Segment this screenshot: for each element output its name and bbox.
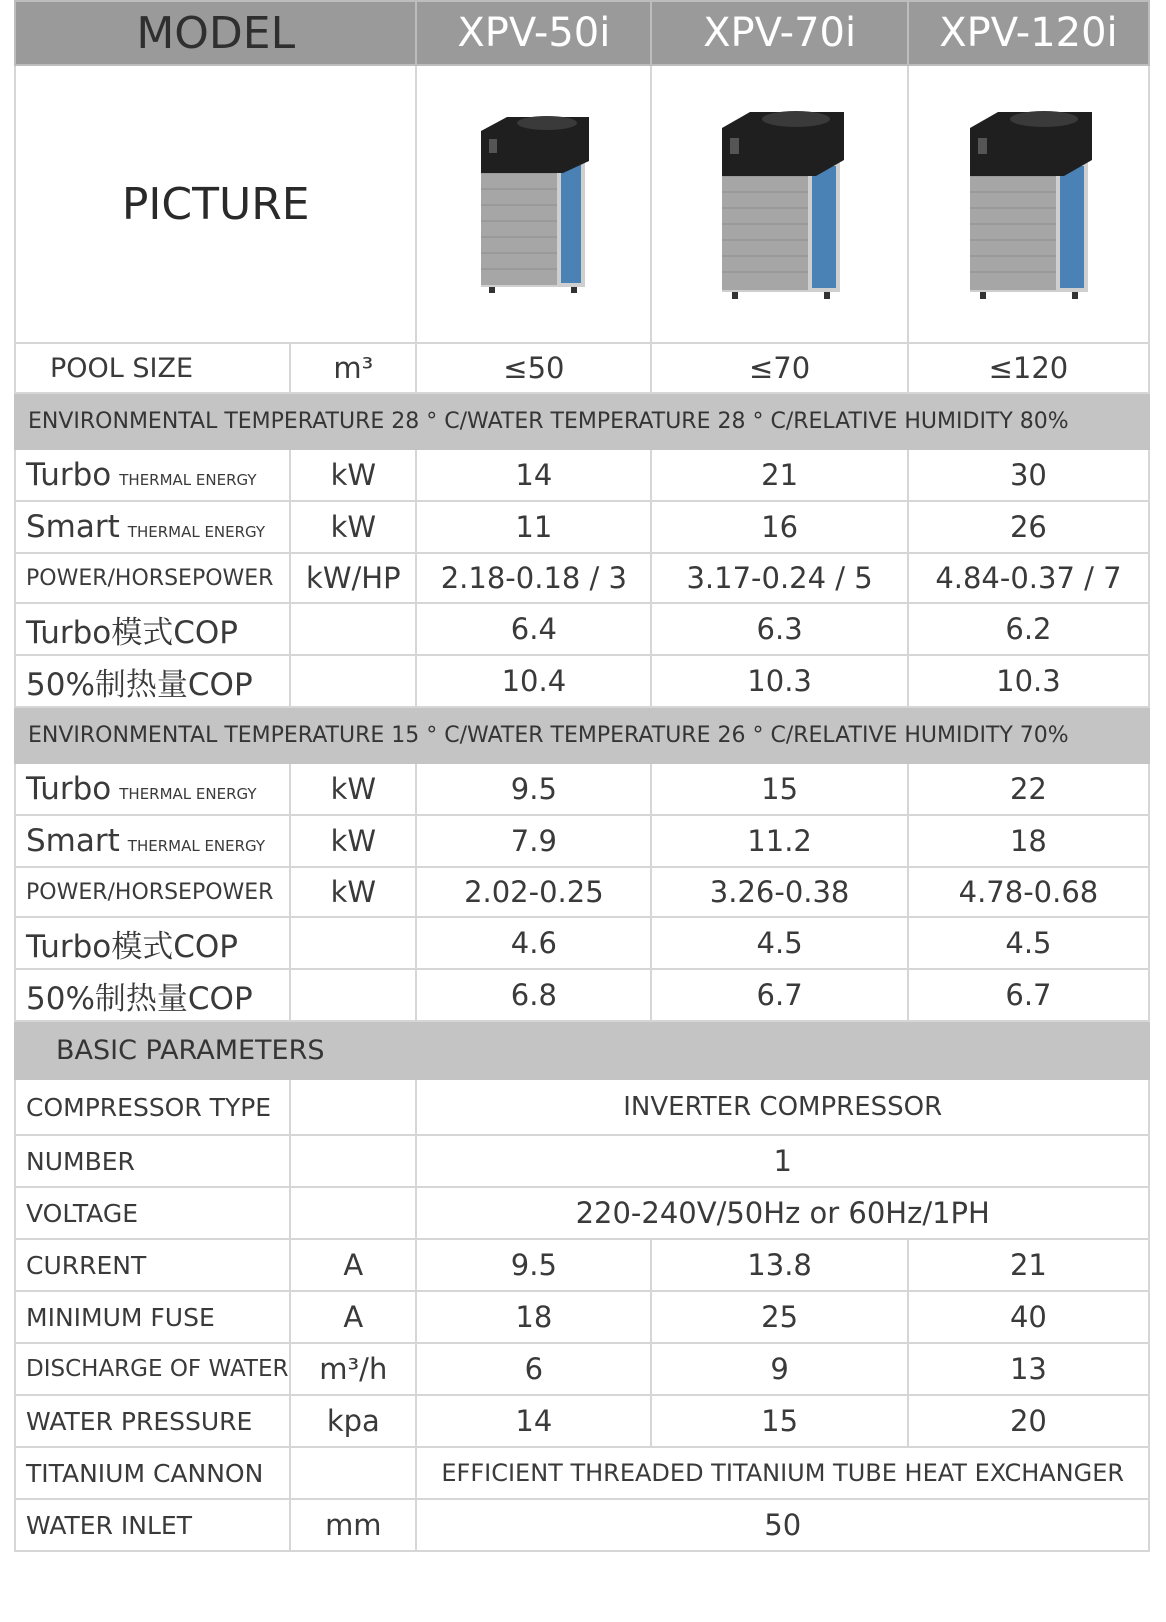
row-label: POOL SIZE [15,343,290,393]
spec-row [15,917,1149,969]
cell-value: 3.26-0.38 [651,867,908,917]
row-unit: A [290,1291,416,1343]
cell-value: 6.7 [908,969,1149,1021]
cell-value: 18 [908,815,1149,867]
row-label [15,501,290,553]
cell-value: 6.4 [416,603,651,655]
section-header [15,1021,1149,1079]
row-unit: kW [290,449,416,501]
row-unit [290,1447,416,1499]
cell-value: 10.4 [416,655,651,707]
heat-pump-image [459,109,609,299]
spec-row [15,815,1149,867]
cell-value: 10.3 [651,655,908,707]
row-unit: kW/HP [290,553,416,603]
cell-value: 4.6 [416,917,651,969]
spec-row [15,969,1149,1021]
mode-sub: THERMAL ENERGY [119,471,257,489]
spec-row [15,1239,1149,1291]
row-unit: m³/h [290,1343,416,1395]
row-label: WATER INLET [15,1499,290,1551]
cell-value: 2.02-0.25 [416,867,651,917]
spec-row [15,1447,1149,1499]
spec-row [15,1135,1149,1187]
model-name: XPV-70i [651,1,908,65]
cell-value: 21 [651,449,908,501]
mode-sub: THERMAL ENERGY [127,837,266,855]
product-image-cell [908,65,1149,343]
spec-row [15,449,1149,501]
row-unit [290,655,416,707]
cell-value: 2.18-0.18 / 3 [416,553,651,603]
mode-name: Smart [26,509,120,545]
row-unit [290,1187,416,1239]
cell-value: 13 [908,1343,1149,1395]
cell-value: 13.8 [651,1239,908,1291]
row-label: Turbo模式COP [15,917,290,969]
heat-pump-image [948,104,1108,304]
row-label: CURRENT [15,1239,290,1291]
row-unit: m³ [290,343,416,393]
row-label [15,763,290,815]
cell-value: 25 [651,1291,908,1343]
row-label: MINIMUM FUSE [15,1291,290,1343]
spec-row [15,1291,1149,1343]
spec-row [15,1079,1149,1135]
cell-value: 21 [908,1239,1149,1291]
row-label: 50%制热量COP [15,969,290,1021]
cell-value: 9 [651,1343,908,1395]
model-name: XPV-120i [908,1,1149,65]
row-label: DISCHARGE OF WATER [15,1343,290,1395]
spec-row [15,655,1149,707]
spec-row [15,553,1149,603]
cell-value: ≤120 [908,343,1149,393]
row-label: POWER/HORSEPOWER [15,553,290,603]
row-unit: kW [290,867,416,917]
cell-value: 15 [651,763,908,815]
cell-value: EFFICIENT THREADED TITANIUM TUBE HEAT EXCHANGER [416,1447,1149,1499]
spec-row [15,501,1149,553]
section-header [15,707,1149,763]
section-title: ENVIRONMENTAL TEMPERATURE 15 ° C/WATER TEMPERATURE 26 ° C/RELATIVE HUMIDITY 70% [15,707,1149,763]
row-label: POWER/HORSEPOWER [15,867,290,917]
cell-value: 14 [416,449,651,501]
spec-row [15,1343,1149,1395]
row-unit [290,603,416,655]
spec-row [15,1187,1149,1239]
cell-value: 9.5 [416,763,651,815]
model-name: XPV-50i [416,1,651,65]
cell-value: 18 [416,1291,651,1343]
row-label: NUMBER [15,1135,290,1187]
row-unit [290,917,416,969]
spec-table [14,0,1150,1552]
picture-row [15,65,1149,343]
cell-value: 4.5 [908,917,1149,969]
cell-value: 40 [908,1291,1149,1343]
row-label: VOLTAGE [15,1187,290,1239]
spec-row [15,603,1149,655]
row-unit [290,1135,416,1187]
spec-row [15,1499,1149,1551]
cell-value: 20 [908,1395,1149,1447]
section-title: ENVIRONMENTAL TEMPERATURE 28 ° C/WATER TEMPERATURE 28 ° C/RELATIVE HUMIDITY 80% [15,393,1149,449]
mode-name: Turbo [26,457,112,493]
cell-value: 6.2 [908,603,1149,655]
cell-value: 9.5 [416,1239,651,1291]
row-unit: kW [290,815,416,867]
cell-value: 11.2 [651,815,908,867]
cell-value: 22 [908,763,1149,815]
cell-value: INVERTER COMPRESSOR [416,1079,1149,1135]
spec-row [15,867,1149,917]
row-label: TITANIUM CANNON [15,1447,290,1499]
model-header-row [15,1,1149,65]
cell-value: 10.3 [908,655,1149,707]
cell-value: 6.7 [651,969,908,1021]
cell-value: 1 [416,1135,1149,1187]
cell-value: 6 [416,1343,651,1395]
spec-row [15,763,1149,815]
cell-value: 30 [908,449,1149,501]
cell-value: 6.8 [416,969,651,1021]
product-image-cell [416,65,651,343]
cell-value: 6.3 [651,603,908,655]
row-label [15,449,290,501]
cell-value: 3.17-0.24 / 5 [651,553,908,603]
row-label: Turbo模式COP [15,603,290,655]
cell-value: 220-240V/50Hz or 60Hz/1PH [416,1187,1149,1239]
row-label: 50%制热量COP [15,655,290,707]
cell-value: 16 [651,501,908,553]
pool-size-row [15,343,1149,393]
row-unit [290,1079,416,1135]
section-title: BASIC PARAMETERS [15,1021,1149,1079]
row-label [15,815,290,867]
row-label: COMPRESSOR TYPE [15,1079,290,1135]
cell-value: ≤50 [416,343,651,393]
row-unit: mm [290,1499,416,1551]
row-unit: kW [290,763,416,815]
row-unit: A [290,1239,416,1291]
picture-label: PICTURE [15,65,416,343]
mode-sub: THERMAL ENERGY [127,523,266,541]
mode-sub: THERMAL ENERGY [119,785,257,803]
cell-value: ≤70 [651,343,908,393]
cell-value: 7.9 [416,815,651,867]
section-header [15,393,1149,449]
mode-name: Turbo [26,771,112,807]
cell-value: 4.84-0.37 / 7 [908,553,1149,603]
model-label: MODEL [15,1,416,65]
row-label: WATER PRESSURE [15,1395,290,1447]
cell-value: 15 [651,1395,908,1447]
cell-value: 4.5 [651,917,908,969]
cell-value: 4.78-0.68 [908,867,1149,917]
row-unit [290,969,416,1021]
heat-pump-image [700,104,860,304]
product-image-cell [651,65,908,343]
cell-value: 11 [416,501,651,553]
mode-name: Smart [26,823,120,859]
row-unit: kpa [290,1395,416,1447]
spec-row [15,1395,1149,1447]
cell-value: 26 [908,501,1149,553]
row-unit: kW [290,501,416,553]
cell-value: 50 [416,1499,1149,1551]
cell-value: 14 [416,1395,651,1447]
